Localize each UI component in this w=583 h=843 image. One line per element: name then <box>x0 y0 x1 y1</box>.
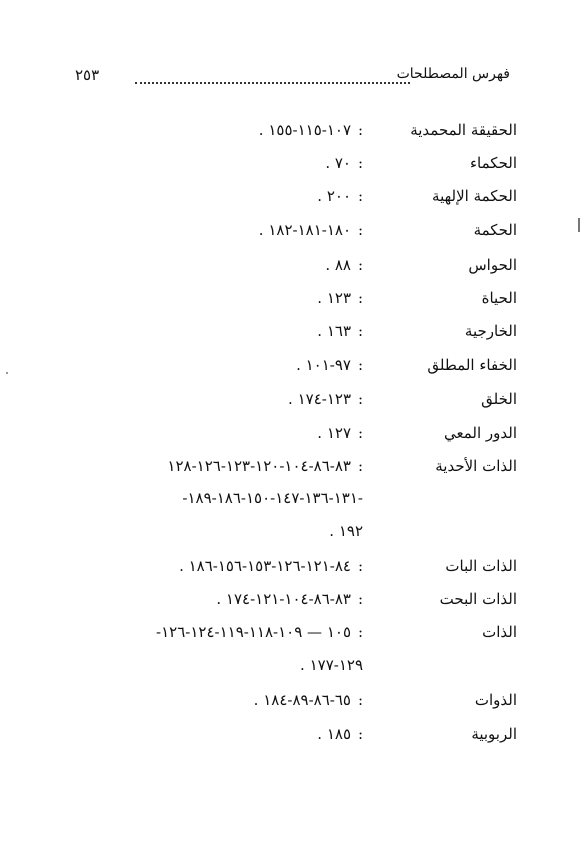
colon-separator: : <box>357 390 363 408</box>
page-references-continued: ١٩٢ . <box>329 522 363 540</box>
page-references: ١٨٥ . <box>317 725 351 743</box>
index-term: الخفاء المطلق <box>427 356 517 374</box>
colon-separator: : <box>357 154 363 172</box>
page-references: ١٢٣ . <box>317 289 351 307</box>
page-number: ٢٥٣ <box>75 66 100 84</box>
index-term: الذات البحت <box>439 590 517 608</box>
page-references-continued: -١٣١-١٣٦-١٤٧-١٥٠-١٨٦-١٨٩- <box>182 489 363 507</box>
page-references: ٦٥-٨٦-٨٩-١٨٤ . <box>253 691 351 709</box>
page-references: ٨٣-٨٦-١٠٤-١٢١-١٧٤ . <box>216 590 351 608</box>
scan-edge-mark <box>578 218 580 232</box>
page-references: ٩٧-١٠١ . <box>296 356 351 374</box>
colon-separator: : <box>357 289 363 307</box>
colon-separator: : <box>357 691 363 709</box>
colon-separator: : <box>357 590 363 608</box>
page-references: ٨٤-١٢١-١٢٦-١٥٣-١٥٦-١٨٦ . <box>179 557 351 575</box>
page-references: ١٠٧-١١٥-١٥٥ . <box>258 121 351 139</box>
index-term: الحقيقة المحمدية <box>410 121 517 139</box>
colon-separator: : <box>357 457 363 475</box>
index-term: الخلق <box>481 390 517 408</box>
colon-separator: : <box>357 121 363 139</box>
index-term: الذات البات <box>445 557 517 575</box>
colon-separator: : <box>357 356 363 374</box>
index-term: الخارجية <box>464 322 517 340</box>
colon-separator: : <box>357 187 363 205</box>
page-references: ١٠٥ — ١٠٩-١١٨-١١٩-١٢٤-١٢٦- <box>156 623 351 641</box>
running-header <box>75 66 510 90</box>
colon-separator: : <box>357 424 363 442</box>
page-references: ١٨٠-١٨١-١٨٢ . <box>258 221 351 239</box>
page-references: ٨٣-٨٦-١٠٤-١٢٠-١٢٣-١٢٦-١٢٨ <box>167 457 351 475</box>
index-term: الربوبية <box>471 725 517 743</box>
scan-speck <box>6 372 8 374</box>
page-references: ١٦٣ . <box>317 322 351 340</box>
colon-separator: : <box>357 221 363 239</box>
index-term: الحياة <box>481 289 517 307</box>
index-term: الحكماء <box>470 154 517 172</box>
page-references: ١٢٣-١٧٤ . <box>288 390 351 408</box>
page-references: ٧٠ . <box>325 154 351 172</box>
page-references: ٨٨ . <box>325 256 351 274</box>
index-term: الحكمة <box>473 221 517 239</box>
page-references: ١٢٧ . <box>317 424 351 442</box>
page-references-continued: ١٢٩-١٧٧ . <box>300 656 363 674</box>
running-title: فهرس المصطلحات <box>396 66 510 82</box>
index-term: الدور المعي <box>443 424 517 442</box>
index-term: الحكمة الإلهية <box>432 187 517 205</box>
index-term: الذوات <box>474 691 517 709</box>
colon-separator: : <box>357 623 363 641</box>
colon-separator: : <box>357 256 363 274</box>
index-term: الذات <box>482 623 517 641</box>
colon-separator: : <box>357 725 363 743</box>
colon-separator: : <box>357 322 363 340</box>
index-term: الذات الأحدية <box>435 457 517 475</box>
page-references: ٢٠٠ . <box>317 187 351 205</box>
index-term: الحواس <box>468 256 517 274</box>
colon-separator: : <box>357 557 363 575</box>
header-leader-dots <box>135 68 410 84</box>
